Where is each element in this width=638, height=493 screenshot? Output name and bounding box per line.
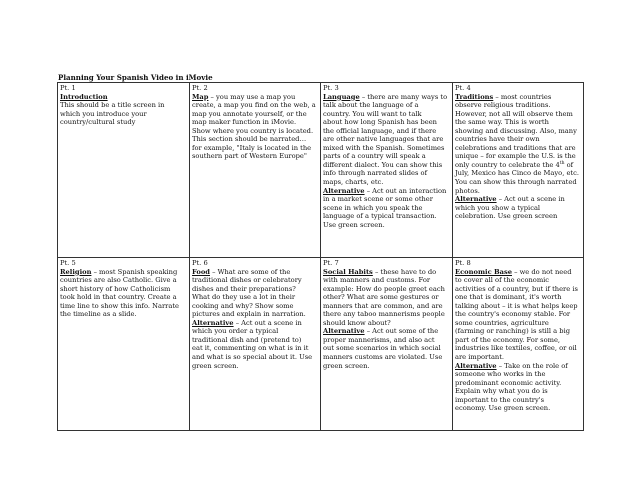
body-line: example: How do people greet each (323, 284, 445, 293)
cell-traditions (453, 83, 584, 258)
body-line: part of the economy. For some, (455, 335, 561, 344)
part-number: Pt. 7 (323, 259, 339, 267)
body-line: What do they use a lot in their (192, 293, 296, 302)
body-line: some countries, agriculture (455, 318, 549, 327)
table-row (58, 83, 584, 258)
part-number: Pt. 1 (60, 84, 76, 92)
body-line: economy. Use green screen. (455, 404, 551, 413)
body-line: countries are also Catholic. Give a (60, 276, 177, 285)
body-text: – Act out a scene in (233, 318, 302, 327)
body-line: cooking and why? Show some (192, 301, 294, 310)
body-line: traditional dishes or celebratory (192, 276, 302, 285)
body-line: to cover all of the economic (455, 276, 550, 285)
body-line: green screen. (192, 361, 239, 370)
body-line: there any taboo mannerisms people (323, 310, 445, 319)
body-line: about how long Spanish has been (323, 118, 437, 127)
body-line: dishes and their preparations? (192, 284, 296, 293)
body-line: celebration. Use green screen (455, 212, 558, 221)
body-line: Show where you country is located. (192, 126, 314, 135)
body-line: different dialect. You can show this (323, 160, 443, 169)
body-text: – there are many ways to (359, 92, 448, 101)
body-line: and what is so special about it. Use (192, 353, 313, 362)
body-line: predominant economic activity. (455, 378, 562, 387)
body-line: country. You will want to talk (323, 109, 422, 118)
part-number: Pt. 4 (455, 84, 471, 92)
body-line: proper mannerisms, and also act (323, 335, 435, 344)
section-heading: Map (192, 92, 209, 101)
body-line: are important. (455, 353, 505, 362)
section-heading: Religion (60, 267, 92, 276)
body-line: You can show this through narrated (455, 178, 577, 187)
body-text: – most Spanish speaking (91, 267, 178, 276)
body-text: – most countries (493, 92, 552, 101)
part-number: Pt. 2 (192, 84, 208, 92)
cell-economic-base (453, 258, 584, 431)
body-line: out some scenarios in which social (323, 344, 441, 353)
body-line: important to the country's (455, 395, 545, 404)
body-line: industries like textiles, coffee, or oil (455, 344, 577, 353)
body-line: unique – for example the U.S. is the (455, 152, 576, 161)
part-number: Pt. 5 (60, 259, 76, 267)
body-line: manners that are common, and are (323, 301, 443, 310)
document-title: Planning Your Spanish Video in iMovie (58, 73, 213, 82)
document-page (57, 73, 583, 431)
body-line: traditional dish and (pretend to) (192, 335, 302, 344)
body-line: language of a typical transaction. (323, 212, 437, 221)
body-text: only country to celebrate the 4 (455, 160, 560, 169)
alternative-label: Alternative (455, 195, 497, 204)
body-line: (farming or ranching) is still a big (455, 327, 570, 336)
body-line: talking about – it is what helps keep (455, 301, 578, 310)
body-line: celebrations and traditions that are (455, 143, 576, 152)
body-line: which you introduce your (60, 109, 147, 118)
body-line: This section should be narrated… (192, 135, 307, 144)
body-line: in a market scene or some other (323, 195, 433, 204)
body-line: countries have their own (455, 135, 540, 144)
part-number: Pt. 3 (323, 84, 339, 92)
table-row (58, 258, 584, 431)
body-text: – Act out some of the (364, 327, 439, 336)
body-line: map you annotate yourself, or the (192, 109, 307, 118)
body-line: time line to show this info. Narrate (60, 301, 180, 310)
body-line: info through narrated slides of (323, 169, 428, 178)
body-line: observe religious traditions. (455, 101, 551, 110)
body-text: of (564, 160, 574, 169)
body-text: – Take on the role of (496, 361, 568, 370)
section-heading: Food (192, 267, 210, 276)
body-line: July, Mexico has Cinco de Mayo, etc. (455, 169, 579, 178)
body-line: map maker function in iMovie. (192, 118, 297, 127)
body-line: someone who works in the (455, 370, 546, 379)
body-line: manners customs are violated. Use (323, 353, 443, 362)
body-line: mixed with the Spanish. Sometimes (323, 143, 445, 152)
body-line: one that is dominant, it's worth (455, 293, 562, 302)
body-text: – these have to do (372, 267, 437, 276)
body-line: which you order a typical (192, 327, 279, 336)
cell-map (190, 83, 321, 258)
body-text: – What are some of the (209, 267, 291, 276)
body-line: This should be a title screen in (60, 101, 165, 110)
body-line: with manners and customs. For (323, 276, 431, 285)
part-number: Pt. 8 (455, 259, 471, 267)
body-line: Explain why what you do is (455, 387, 548, 396)
alternative-label: Alternative (323, 186, 365, 195)
superscript: th (559, 160, 565, 166)
section-heading: Introduction (60, 92, 108, 101)
body-line: other? What are some gestures or (323, 293, 439, 302)
body-text: – Act out an interaction (364, 186, 447, 195)
body-text: – Act out a scene in (496, 195, 565, 204)
section-heading: Language (323, 92, 360, 101)
body-line: pictures and explain in narration. (192, 310, 306, 319)
body-line: southern part of Western Europe" (192, 152, 307, 161)
body-line: photos. (455, 186, 480, 195)
section-heading: Social Habits (323, 267, 373, 276)
body-line: are other native languages that are (323, 135, 444, 144)
section-heading: Traditions (455, 92, 494, 101)
body-line: short history of how Catholicism (60, 284, 171, 293)
body-line: eat it, commenting on what is in it (192, 344, 309, 353)
cell-language (321, 83, 453, 258)
body-line: Use green screen. (323, 220, 385, 229)
alternative-label: Alternative (192, 318, 234, 327)
section-heading: Economic Base (455, 267, 512, 276)
cell-food (190, 258, 321, 431)
body-line: However, not all will observe them (455, 109, 573, 118)
cell-introduction (58, 83, 190, 258)
body-line: which you show a typical (455, 203, 541, 212)
body-line: country/cultural study (60, 118, 136, 127)
plan-table (57, 82, 584, 431)
body-text: – you may use a map you (208, 92, 296, 101)
body-line: activities of a country, but if there is (455, 284, 578, 293)
body-line: for example, "Italy is located in the (192, 143, 312, 152)
body-line: should know about? (323, 318, 391, 327)
part-number: Pt. 6 (192, 259, 208, 267)
body-line: talk about the language of a (323, 101, 419, 110)
body-line: the official language, and if there (323, 126, 437, 135)
body-text: – we do not need (511, 267, 572, 276)
alternative-label: Alternative (323, 327, 365, 336)
body-line: the same way. This is worth (455, 118, 549, 127)
body-line: showing and discussing. Also, many (455, 126, 577, 135)
body-line: maps, charts, etc. (323, 178, 384, 187)
cell-social-habits (321, 258, 453, 431)
body-line: scene in which you speak the (323, 203, 423, 212)
body-line: create, a map you find on the web, a (192, 101, 316, 110)
body-line: parts of a country will speak a (323, 152, 426, 161)
alternative-label: Alternative (455, 361, 497, 370)
cell-religion (58, 258, 190, 431)
body-line: took hold in that country. Create a (60, 293, 177, 302)
body-line: green screen. (323, 361, 370, 370)
body-line: the timeline as a slide. (60, 310, 137, 319)
body-line: the country's economy stable. For (455, 310, 571, 319)
